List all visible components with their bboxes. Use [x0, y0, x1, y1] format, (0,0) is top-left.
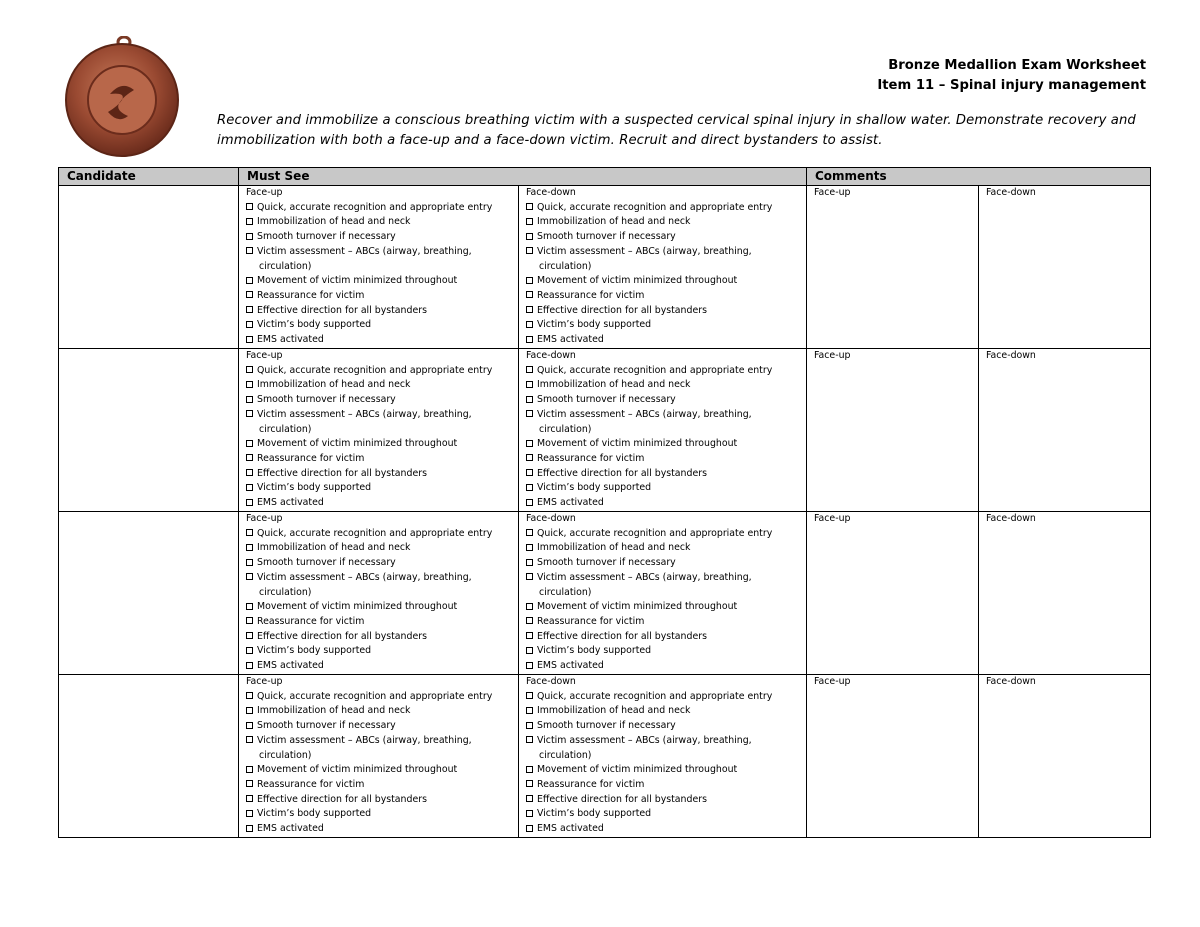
checklist-item-label: EMS activated — [257, 334, 324, 346]
must-see-face-down-cell — [519, 186, 807, 349]
checklist-item-label: EMS activated — [537, 823, 604, 835]
checklist-item-label: Victim’s body supported — [537, 482, 652, 494]
checkbox[interactable] — [246, 662, 253, 669]
checkbox[interactable] — [246, 218, 253, 225]
checkbox[interactable] — [526, 218, 533, 225]
checkbox[interactable] — [246, 306, 253, 313]
checkbox[interactable] — [526, 692, 533, 699]
checkbox[interactable] — [246, 203, 253, 210]
checklist-item — [526, 230, 806, 245]
checklist-item-label: Smooth turnover if necessary — [537, 557, 676, 569]
checklist-item — [526, 333, 806, 348]
checklist-item — [526, 496, 806, 511]
item-description: Recover and immobilize a conscious breathing victim with a suspected cervical spinal injury in shallow water. Demonstrate recovery and immobilization with both a face-up and a face-down victim. Recruit and direct bystanders to assist. — [217, 113, 1136, 148]
checkbox[interactable] — [246, 247, 253, 254]
checklist-item-label: Movement of victim minimized throughout — [257, 438, 458, 450]
checklist-item — [246, 778, 518, 793]
checkbox[interactable] — [246, 722, 253, 729]
checklist-item — [246, 333, 518, 348]
checklist-item-label: Effective direction for all bystanders — [257, 630, 427, 642]
comments-face-up-label: Face-up — [814, 513, 851, 524]
checklist-item — [526, 393, 806, 408]
checkbox[interactable] — [246, 440, 253, 447]
checklist-item — [526, 763, 806, 778]
face-up-label: Face-up — [246, 350, 283, 361]
checklist-item-label: Victim’s body supported — [257, 482, 372, 494]
checklist-item — [246, 571, 518, 600]
table-header-row — [59, 168, 1151, 186]
checklist-item-label: Smooth turnover if necessary — [537, 394, 676, 406]
candidate-row — [59, 349, 1151, 512]
checklist-item — [526, 615, 806, 630]
checklist-item-label: Quick, accurate recognition and appropriate entry — [537, 364, 773, 376]
checkbox[interactable] — [246, 766, 253, 773]
checklist-item-label: EMS activated — [537, 497, 604, 509]
checklist-item-label: Quick, accurate recognition and appropriate entry — [537, 690, 773, 702]
checkbox[interactable] — [246, 381, 253, 388]
checklist-item-label: Immobilization of head and neck — [537, 705, 691, 717]
checkbox[interactable] — [526, 469, 533, 476]
comments-face-up-label: Face-up — [814, 187, 851, 198]
checkbox[interactable] — [526, 321, 533, 328]
checklist-item-label: Victim assessment – ABCs (airway, breathing, circulation) — [537, 734, 752, 761]
checklist-item-label: Immobilization of head and neck — [257, 542, 411, 554]
checkbox[interactable] — [246, 529, 253, 536]
checklist-item-label: Effective direction for all bystanders — [257, 793, 427, 805]
checklist-item — [246, 556, 518, 571]
checklist-item — [526, 690, 806, 705]
checklist-item-label: Victim’s body supported — [537, 319, 652, 331]
checklist-item — [526, 659, 806, 674]
checklist-item — [526, 734, 806, 763]
comments-face-down-label: Face-down — [986, 350, 1036, 361]
comments-face-down-label: Face-down — [986, 187, 1036, 198]
worksheet-title-block — [877, 56, 1146, 96]
comments-face-down-cell[interactable] — [979, 512, 1151, 675]
checkbox[interactable] — [246, 484, 253, 491]
checkbox[interactable] — [246, 233, 253, 240]
checklist-item-label: Reassurance for victim — [537, 615, 645, 627]
checkbox[interactable] — [246, 632, 253, 639]
checkbox[interactable] — [246, 544, 253, 551]
comments-face-up-cell[interactable] — [807, 512, 979, 675]
checkbox[interactable] — [526, 662, 533, 669]
checkbox[interactable] — [246, 321, 253, 328]
checkbox[interactable] — [526, 381, 533, 388]
checklist-item — [526, 778, 806, 793]
comments-face-up-cell[interactable] — [807, 349, 979, 512]
checkbox[interactable] — [526, 647, 533, 654]
lifesaving-society-bronze-medallion-logo — [62, 36, 182, 158]
checklist-item — [246, 630, 518, 645]
candidate-row — [59, 512, 1151, 675]
checklist-item — [246, 690, 518, 705]
checklist-item — [526, 793, 806, 808]
checkbox[interactable] — [246, 603, 253, 610]
checklist-item-label: Smooth turnover if necessary — [257, 557, 396, 569]
checklist-item — [526, 201, 806, 216]
checkbox[interactable] — [526, 277, 533, 284]
candidate-row — [59, 675, 1151, 838]
checklist-item-label: Immobilization of head and neck — [537, 216, 691, 228]
checklist-item-label: Movement of victim minimized throughout — [257, 601, 458, 613]
checklist-item — [246, 659, 518, 674]
checklist-item-label: Effective direction for all bystanders — [537, 467, 707, 479]
checklist-item — [526, 541, 806, 556]
checklist-item — [246, 452, 518, 467]
checklist-item — [246, 481, 518, 496]
checkbox[interactable] — [246, 573, 253, 580]
must-see-face-up-cell — [239, 349, 519, 512]
checkbox[interactable] — [526, 396, 533, 403]
checklist-item-label: Effective direction for all bystanders — [537, 630, 707, 642]
face-up-checklist — [239, 186, 518, 348]
checklist-item-label: Reassurance for victim — [257, 452, 365, 464]
comments-face-down-label: Face-down — [986, 676, 1036, 687]
checkbox[interactable] — [246, 469, 253, 476]
checkbox[interactable] — [526, 722, 533, 729]
checklist-item-label: Movement of victim minimized throughout — [257, 275, 458, 287]
checklist-item — [526, 467, 806, 482]
checkbox[interactable] — [246, 499, 253, 506]
must-see-face-up-cell — [239, 186, 519, 349]
checklist-item-label: Movement of victim minimized throughout — [537, 275, 738, 287]
checklist-item-label: Victim’s body supported — [257, 645, 372, 657]
must-see-face-down-cell — [519, 675, 807, 838]
checklist-item-label: Victim’s body supported — [257, 808, 372, 820]
checklist-item-label: Smooth turnover if necessary — [257, 231, 396, 243]
checkbox[interactable] — [246, 366, 253, 373]
checklist-item — [526, 556, 806, 571]
checkbox[interactable] — [246, 647, 253, 654]
comments-face-down-cell[interactable] — [979, 675, 1151, 838]
checklist-item-label: Victim assessment – ABCs (airway, breathing, circulation) — [537, 245, 752, 272]
checklist-item-label: Victim’s body supported — [537, 645, 652, 657]
checklist-item-label: Smooth turnover if necessary — [537, 720, 676, 732]
checklist-item — [246, 304, 518, 319]
must-see-face-up-cell — [239, 512, 519, 675]
checklist-item — [526, 245, 806, 274]
face-down-label: Face-down — [526, 513, 576, 524]
checkbox[interactable] — [526, 810, 533, 817]
checklist-item-label: Reassurance for victim — [537, 452, 645, 464]
checklist-item — [526, 364, 806, 379]
checklist-item — [246, 600, 518, 615]
checklist-item-label: Effective direction for all bystanders — [257, 467, 427, 479]
checklist-item-label: Victim assessment – ABCs (airway, breathing, circulation) — [257, 245, 472, 272]
checklist-item — [526, 378, 806, 393]
checklist-item — [526, 807, 806, 822]
checklist-item — [246, 364, 518, 379]
face-up-checklist — [239, 512, 518, 674]
comments-face-up-label: Face-up — [814, 676, 851, 687]
checklist-item — [246, 704, 518, 719]
face-down-checklist — [519, 675, 806, 837]
checkbox[interactable] — [526, 366, 533, 373]
checkbox[interactable] — [246, 396, 253, 403]
checkbox[interactable] — [526, 247, 533, 254]
checkbox[interactable] — [526, 825, 533, 832]
checklist-item-label: Quick, accurate recognition and appropriate entry — [537, 201, 773, 213]
checklist-item-label: EMS activated — [257, 660, 324, 672]
checklist-item-label: Reassurance for victim — [257, 778, 365, 790]
checklist-item — [526, 704, 806, 719]
checkbox[interactable] — [526, 603, 533, 610]
checklist-item — [526, 289, 806, 304]
checkbox[interactable] — [526, 233, 533, 240]
checkbox[interactable] — [246, 336, 253, 343]
checkbox[interactable] — [526, 795, 533, 802]
checklist-item — [526, 408, 806, 437]
candidate-name-cell[interactable] — [59, 349, 239, 512]
checklist-item — [526, 527, 806, 542]
checklist-item-label: Immobilization of head and neck — [537, 542, 691, 554]
face-up-label: Face-up — [246, 513, 283, 524]
checkbox[interactable] — [246, 617, 253, 624]
must-see-header: Must See — [239, 168, 807, 186]
checkbox[interactable] — [526, 454, 533, 461]
checklist-item — [526, 630, 806, 645]
checklist-item — [246, 719, 518, 734]
checklist-item — [246, 763, 518, 778]
checklist-item-label: Reassurance for victim — [257, 289, 365, 301]
checklist-item-label: Reassurance for victim — [257, 615, 365, 627]
checklist-item-label: Movement of victim minimized throughout — [537, 438, 738, 450]
checkbox[interactable] — [246, 291, 253, 298]
checklist-item-label: Victim assessment – ABCs (airway, breathing, circulation) — [537, 408, 752, 435]
checkbox[interactable] — [526, 499, 533, 506]
checkbox[interactable] — [526, 440, 533, 447]
checklist-item — [246, 215, 518, 230]
comments-face-down-cell[interactable] — [979, 186, 1151, 349]
must-see-face-down-cell — [519, 349, 807, 512]
checklist-item-label: Victim assessment – ABCs (airway, breathing, circulation) — [257, 571, 472, 598]
checklist-item-label: Movement of victim minimized throughout — [537, 601, 738, 613]
checklist-item — [246, 807, 518, 822]
checklist-item — [526, 437, 806, 452]
checklist-item-label: Victim assessment – ABCs (airway, breathing, circulation) — [257, 408, 472, 435]
comments-face-down-cell[interactable] — [979, 349, 1151, 512]
checklist-item-label: Smooth turnover if necessary — [257, 720, 396, 732]
checklist-item-label: Reassurance for victim — [537, 778, 645, 790]
checklist-item — [246, 437, 518, 452]
face-down-label: Face-down — [526, 187, 576, 198]
checklist-item-label: Quick, accurate recognition and appropriate entry — [257, 527, 493, 539]
must-see-face-up-cell — [239, 675, 519, 838]
checklist-item — [246, 822, 518, 837]
worksheet-title: Bronze Medallion Exam Worksheet — [888, 58, 1146, 73]
checklist-item — [246, 793, 518, 808]
checklist-item — [526, 822, 806, 837]
checklist-item — [246, 615, 518, 630]
checklist-item-label: Immobilization of head and neck — [257, 705, 411, 717]
checklist-item — [526, 452, 806, 467]
checklist-item — [526, 274, 806, 289]
checkbox[interactable] — [526, 336, 533, 343]
checklist-item — [246, 541, 518, 556]
checkbox[interactable] — [246, 692, 253, 699]
checklist-item-label: Quick, accurate recognition and appropriate entry — [257, 364, 493, 376]
checklist-item-label: EMS activated — [537, 660, 604, 672]
checklist-item-label: Victim assessment – ABCs (airway, breathing, circulation) — [537, 571, 752, 598]
checklist-item-label: Smooth turnover if necessary — [537, 231, 676, 243]
checkbox[interactable] — [246, 810, 253, 817]
checkbox[interactable] — [526, 559, 533, 566]
face-up-checklist — [239, 675, 518, 837]
face-up-label: Face-up — [246, 676, 283, 687]
checkbox[interactable] — [526, 766, 533, 773]
candidate-name-cell[interactable] — [59, 675, 239, 838]
face-up-label: Face-up — [246, 187, 283, 198]
checklist-item — [246, 318, 518, 333]
face-up-checklist — [239, 349, 518, 511]
checklist-item — [526, 644, 806, 659]
checklist-item — [526, 481, 806, 496]
checkbox[interactable] — [246, 559, 253, 566]
comments-face-up-cell[interactable] — [807, 186, 979, 349]
checkbox[interactable] — [526, 529, 533, 536]
checklist-item-label: Effective direction for all bystanders — [537, 793, 707, 805]
checkbox[interactable] — [526, 736, 533, 743]
checklist-item-label: Victim assessment – ABCs (airway, breathing, circulation) — [257, 734, 472, 761]
checklist-item — [246, 289, 518, 304]
checkbox[interactable] — [246, 736, 253, 743]
must-see-face-down-cell — [519, 512, 807, 675]
checklist-item — [246, 230, 518, 245]
face-down-checklist — [519, 186, 806, 348]
checklist-item — [246, 734, 518, 763]
checklist-item-label: Quick, accurate recognition and appropriate entry — [257, 201, 493, 213]
checklist-item-label: EMS activated — [537, 334, 604, 346]
checklist-item-label: Smooth turnover if necessary — [257, 394, 396, 406]
checklist-item — [246, 274, 518, 289]
checklist-item — [246, 378, 518, 393]
candidate-name-cell[interactable] — [59, 186, 239, 349]
checklist-item — [246, 527, 518, 542]
checkbox[interactable] — [246, 780, 253, 787]
checkbox[interactable] — [526, 617, 533, 624]
checklist-item — [526, 215, 806, 230]
checklist-item — [526, 304, 806, 319]
face-down-checklist — [519, 349, 806, 511]
checkbox[interactable] — [526, 707, 533, 714]
comments-face-up-label: Face-up — [814, 350, 851, 361]
checklist-item-label: Reassurance for victim — [537, 289, 645, 301]
checkbox[interactable] — [526, 410, 533, 417]
checklist-item — [526, 600, 806, 615]
checklist-item-label: Movement of victim minimized throughout — [537, 764, 738, 776]
checklist-item — [526, 318, 806, 333]
checklist-item — [526, 719, 806, 734]
checklist-item — [246, 644, 518, 659]
checkbox[interactable] — [526, 632, 533, 639]
comments-face-up-cell[interactable] — [807, 675, 979, 838]
face-down-label: Face-down — [526, 350, 576, 361]
checklist-item — [526, 571, 806, 600]
checklist-item — [246, 496, 518, 511]
candidate-header: Candidate — [59, 168, 239, 186]
checklist-item-label: Immobilization of head and neck — [257, 216, 411, 228]
checklist-item-label: Immobilization of head and neck — [537, 379, 691, 391]
face-down-label: Face-down — [526, 676, 576, 687]
checklist-item-label: Victim’s body supported — [257, 319, 372, 331]
evaluation-table — [58, 167, 1151, 838]
checkbox[interactable] — [246, 707, 253, 714]
checklist-item — [246, 467, 518, 482]
checkbox[interactable] — [526, 544, 533, 551]
checkbox[interactable] — [246, 795, 253, 802]
checkbox[interactable] — [526, 484, 533, 491]
checklist-item-label: Movement of victim minimized throughout — [257, 764, 458, 776]
checkbox[interactable] — [526, 306, 533, 313]
checklist-item — [246, 393, 518, 408]
comments-header: Comments — [807, 168, 1151, 186]
checkbox[interactable] — [526, 291, 533, 298]
checklist-item-label: Effective direction for all bystanders — [537, 304, 707, 316]
checkbox[interactable] — [526, 203, 533, 210]
item-title: Item 11 – Spinal injury management — [877, 78, 1146, 93]
checklist-item-label: Quick, accurate recognition and appropriate entry — [257, 690, 493, 702]
comments-face-down-label: Face-down — [986, 513, 1036, 524]
checkbox[interactable] — [246, 825, 253, 832]
checklist-item-label: Quick, accurate recognition and appropriate entry — [537, 527, 773, 539]
candidate-name-cell[interactable] — [59, 512, 239, 675]
checklist-item — [246, 201, 518, 216]
checkbox[interactable] — [246, 410, 253, 417]
checkbox[interactable] — [246, 454, 253, 461]
checklist-item-label: EMS activated — [257, 497, 324, 509]
checkbox[interactable] — [246, 277, 253, 284]
checklist-item-label: Effective direction for all bystanders — [257, 304, 427, 316]
checklist-item-label: Immobilization of head and neck — [257, 379, 411, 391]
checklist-item-label: EMS activated — [257, 823, 324, 835]
checklist-item-label: Victim’s body supported — [537, 808, 652, 820]
checklist-item — [246, 245, 518, 274]
candidate-row — [59, 186, 1151, 349]
checkbox[interactable] — [526, 780, 533, 787]
checklist-item — [246, 408, 518, 437]
face-down-checklist — [519, 512, 806, 674]
checkbox[interactable] — [526, 573, 533, 580]
